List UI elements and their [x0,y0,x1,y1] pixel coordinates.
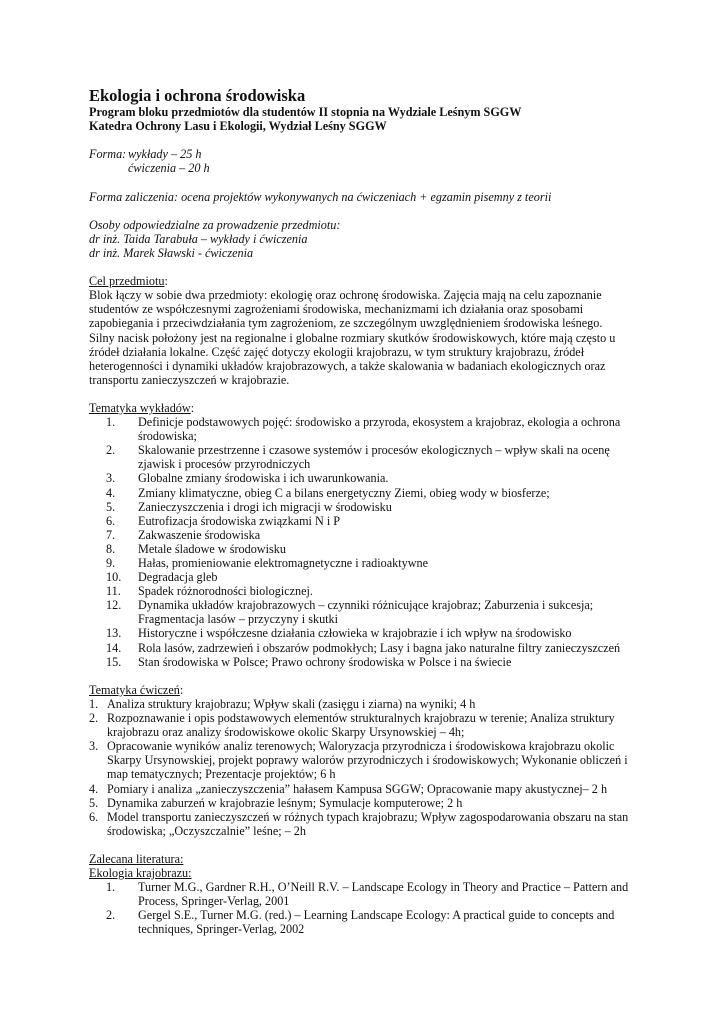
forma-label: Forma: [89,147,127,162]
list-item-number: 2. [106,443,116,458]
lecture-topic-item [89,528,629,542]
cwiczenia-heading-text: Tematyka ćwiczeń [89,682,180,697]
lecture-topic-item [89,598,629,626]
lecture-topic-item [89,584,629,598]
list-item-text: Zakwaszenie środowiska [138,527,261,542]
list-item-text: Analiza struktury krajobrazu; Wpływ skali (zasięgu i ziarna) na wyniki; 4 h [107,696,476,711]
forma-lectures: wykłady – 25 h [128,147,202,162]
literatura-section [89,852,629,937]
list-item-text: Rozpoznawanie i opis podstawowych elementów strukturalnych krajobrazu w terenie; Analiza struktury krajobrazu oraz analizy środowiskowe okolic Skarpy Ursynowskiej – 4h; [107,711,615,740]
cel-section [89,274,629,387]
list-item-text: Pomiary i analiza „zanieczyszczenia” hałasem Kampusa SGGW; Opracowanie mapy akustycznej– 2 h [107,781,608,796]
list-item-text: Dynamika zaburzeń w krajobrazie leśnym; Symulacje komputerowe; 2 h [107,795,463,810]
exercise-topic-item [89,739,629,781]
osoby-person-1: dr inż. Taida Tarabuła – wykłady i ćwiczenia [89,231,308,246]
list-item-number: 2. [89,711,99,726]
cel-text: Blok łączy w sobie dwa przedmioty: ekologię oraz ochronę środowiska. Zajęcia mają na celu zapoznanie studentów ze współczesnymi zagrożeniami środowiska, mechanizmami ich działania oraz sposobami zapobiegania i przeciwdziałania tym zagrożeniom, ze szczególnym uwzględnieniem środowiska leśnego. Silny nacisk położony jest na regionalne i globalne rozmiary skutków środowiskowych, które mają często u źródeł działania lokalne. Część zajęć dotyczy ekologii krajobrazu, w tym struktury krajobrazu, źródeł heterogenności i dynamiki układów krajobrazowych, a także skalowania w badaniach ekologicznych oraz transportu zanieczyszczeń w krajobrazie. [89,288,616,387]
lecture-topic-item [89,542,629,556]
forma-exercises: ćwiczenia – 20 h [128,161,210,176]
wyklady-section [89,401,629,669]
list-item-text: Dynamika układów krajobrazowych – czynniki różnicujące krajobraz; Zaburzenia i sukcesja; Fragmentacja lasów – przyczyny i skutki [138,598,594,627]
list-item-text: Hałas, promieniowanie elektromagnetyczne i radioaktywne [138,556,429,570]
wyklady-heading-colon: : [190,400,195,415]
list-item-number: 15. [106,654,122,669]
literatura-list [89,880,629,936]
lecture-topic-item [89,486,629,500]
literature-item [89,880,629,908]
lecture-topic-item [89,500,629,514]
list-item-text: Rola lasów, zadrzewień i obszarów podmokłych; Lasy i bagna jako naturalne filtry zanieczyszczeń [138,640,621,655]
exercise-topic-item [89,711,629,739]
list-item-number: 9. [106,556,116,570]
list-item-text: Definicje podstawowych pojęć: środowisko a przyroda, ekosystem a krajobraz, ekologia a ochrona środowiska; [138,415,621,444]
osoby-person-2: dr inż. Marek Sławski - ćwiczenia [89,245,254,260]
list-item-text: Skalowanie przestrzenne i czasowe systemów i procesów ekologicznych – wpływ skali na ocenę zjawisk i procesów przyrodniczych [138,443,610,472]
osoby-block [89,218,629,260]
list-item-number: 4. [106,485,116,500]
lecture-topic-item [89,514,629,528]
list-item-text: Opracowanie wyników analiz terenowych; Waloryzacja przyrodnicza i środowiskowa krajobrazu okolic Skarpy Ursynowskiej, projekt poprawy walorów przyrodniczych i środowiskowych; Wykonanie obliczeń i map tematycznych; Prezentacje projektów; 6 h [107,739,628,782]
cwiczenia-heading-colon: : [179,682,184,697]
list-item-number: 1. [89,696,99,711]
list-item-number: 4. [89,781,99,796]
cwiczenia-list [89,697,629,838]
wyklady-heading [89,401,629,415]
forma-zaliczenia: Forma zaliczenia: ocena projektów wykonywanych na ćwiczeniach + egzamin pisemny z teorii [89,189,552,204]
list-item-text: Zanieczyszczenia i drogi ich migracji w środowisku [138,499,392,514]
exercise-topic-item [89,697,629,711]
cwiczenia-heading [89,683,629,697]
list-item-number: 13. [106,626,122,641]
list-item-number: 1. [106,415,116,430]
lecture-topic-item [89,626,629,640]
list-item-number: 14. [106,640,122,655]
exercise-topic-item [89,810,629,838]
list-item-text: Model transportu zanieczyszczeń w różnych typach krajobrazu; Wpływ zagospodarowania obszaru na stan środowiska; „Oczyszczalnie” leśne; – 2h [107,809,629,838]
lecture-topic-item [89,443,629,471]
list-item-number: 8. [106,541,116,556]
cel-heading-text: Cel przedmiotu [89,274,165,289]
literature-item [89,908,629,936]
literatura-heading: Zalecana literatura: [89,851,184,866]
list-item-text: Spadek różnorodności biologicznej. [138,584,313,599]
lecture-topic-item [89,641,629,655]
document-content [89,86,629,937]
exercise-topic-item [89,796,629,810]
wyklady-heading-text: Tematyka wykładów [89,400,191,415]
list-item-text: Globalne zmiany środowiska i ich uwarunkowania. [138,471,389,486]
literatura-subheading: Ekologia krajobrazu: [89,866,192,881]
lecture-topic-item [89,570,629,584]
list-item-number: 7. [106,527,116,542]
document-title: Ekologia i ochrona środowiska [89,86,306,105]
cwiczenia-section [89,683,629,838]
exercise-topic-item [89,782,629,796]
department-subtitle: Katedra Ochrony Lasu i Ekologii, Wydział Leśny SGGW [89,119,387,134]
list-item-text: Metale śladowe w środowisku [138,541,286,556]
list-item-text: Degradacja gleb [138,570,218,585]
list-item-number: 3. [106,471,116,486]
list-item-number: 12. [106,598,122,613]
forma-block [89,147,629,175]
program-subtitle: Program bloku przedmiotów dla studentów II stopnia na Wydziale Leśnym SGGW [89,105,522,119]
wyklady-list [89,415,629,669]
list-item-number: 5. [89,795,99,810]
lecture-topic-item [89,556,629,570]
list-item-text: Gergel S.E., Turner M.G. (red.) – Learning Landscape Ecology: A practical guide to concepts and techniques, Springer-Verlag, 2002 [138,908,615,937]
list-item-number: 1. [106,880,116,895]
cel-heading [89,274,629,288]
list-item-number: 5. [106,499,116,514]
list-item-text: Historyczne i współczesne działania człowieka w krajobrazie i ich wpływ na środowisko [138,626,572,641]
lecture-topic-item [89,415,629,443]
list-item-text: Eutrofizacja środowiska związkami N i P [138,513,341,528]
list-item-text: Turner M.G., Gardner R.H., O’Neill R.V. – Landscape Ecology in Theory and Practice – Pattern and Process, Springer-Verlag, 2001 [138,880,629,909]
osoby-heading: Osoby odpowiedzialne za prowadzenie przedmiotu: [89,217,341,232]
list-item-number: 2. [106,908,116,923]
list-item-number: 3. [89,739,99,754]
list-item-number: 10. [106,570,122,585]
list-item-text: Zmiany klimatyczne, obieg C a bilans energetyczny Ziemi, obieg wody w biosferze; [138,485,550,500]
lecture-topic-item [89,471,629,485]
list-item-number: 6. [89,809,99,824]
list-item-number: 11. [106,584,121,599]
cel-heading-colon: : [164,274,168,289]
lecture-topic-item [89,655,629,669]
list-item-number: 6. [106,513,116,528]
list-item-text: Stan środowiska w Polsce; Prawo ochrony środowiska w Polsce i na świecie [138,654,512,669]
